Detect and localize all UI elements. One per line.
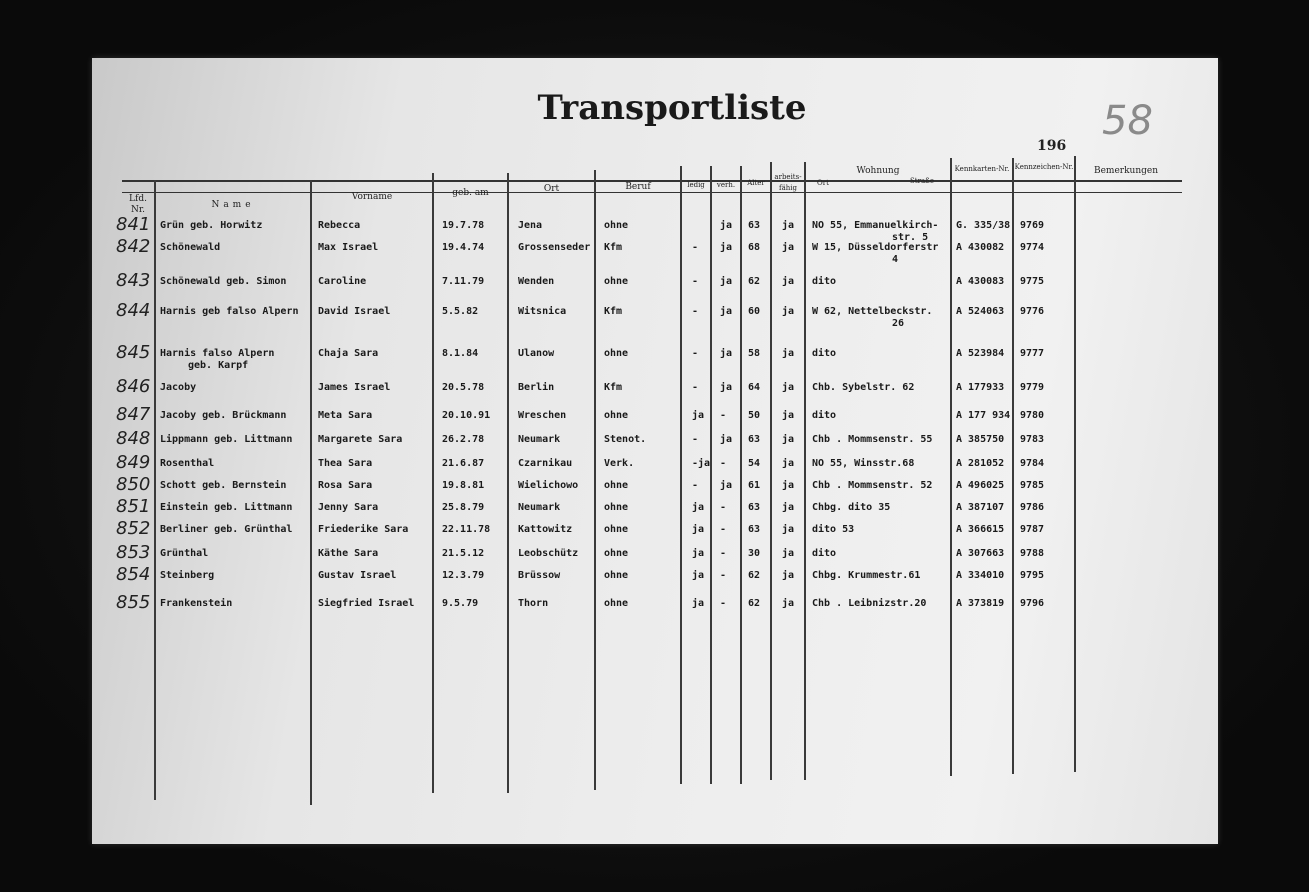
row-lfd: 841	[116, 214, 151, 235]
row-alter: 60	[748, 306, 761, 317]
row-beruf: ohne	[604, 548, 629, 559]
row-alter: 63	[748, 220, 761, 231]
row-kenn: A 177933	[956, 382, 1005, 393]
row-arb: ja	[782, 410, 795, 421]
row-arb: ja	[782, 434, 795, 445]
header-arbeitsfaehig: arbeits-fähig	[774, 173, 802, 192]
row-geb: 19.4.74	[442, 242, 485, 253]
row-beruf: ohne	[604, 410, 629, 421]
row-lfd: 852	[116, 518, 151, 539]
row-wohnung-line2: str. 5	[892, 232, 929, 243]
row-ort: Grossenseder	[518, 242, 591, 253]
row-vorname: Gustav Israel	[318, 570, 397, 581]
row-geb: 19.8.81	[442, 480, 485, 491]
row-beruf: ohne	[604, 480, 629, 491]
row-alter: 62	[748, 570, 761, 581]
column-rule	[154, 180, 156, 800]
header-name: Name	[211, 200, 255, 210]
row-verh: ja	[720, 306, 733, 317]
row-vorname: Chaja Sara	[318, 348, 379, 359]
row-vorname: Siegfried Israel	[318, 598, 415, 609]
column-rule	[594, 170, 596, 790]
row-ledig: ja	[692, 598, 705, 609]
row-ledig: ja	[692, 524, 705, 535]
row-beruf: ohne	[604, 502, 629, 513]
row-kz: 9779	[1020, 382, 1045, 393]
row-beruf: Kfm	[604, 306, 623, 317]
row-lfd: 853	[116, 542, 151, 563]
header-wohnung: Wohnung	[856, 166, 900, 176]
row-lfd: 845	[116, 342, 151, 363]
row-ort: Wielichowo	[518, 480, 579, 491]
row-ort: Jena	[518, 220, 543, 231]
row-vorname: Jenny Sara	[318, 502, 379, 513]
row-ledig: -	[692, 434, 699, 445]
column-rule	[804, 162, 806, 780]
header-lfd-nr: Lfd. Nr.	[129, 194, 147, 215]
row-kz: 9776	[1020, 306, 1045, 317]
row-lfd: 850	[116, 474, 151, 495]
row-geb: 5.5.82	[442, 306, 479, 317]
row-verh: ja	[720, 348, 733, 359]
row-kenn: A 373819	[956, 598, 1005, 609]
row-name: Schönewald	[160, 242, 221, 253]
row-vorname: Margarete Sara	[318, 434, 403, 445]
document-page	[92, 58, 1218, 844]
row-lfd: 846	[116, 376, 151, 397]
row-beruf: ohne	[604, 598, 629, 609]
row-beruf: ohne	[604, 220, 629, 231]
row-verh: ja	[720, 434, 733, 445]
row-kz: 9775	[1020, 276, 1045, 287]
row-verh: ja	[720, 480, 733, 491]
row-alter: 54	[748, 458, 761, 469]
row-name: Steinberg	[160, 570, 215, 581]
row-verh: -	[720, 548, 727, 559]
row-ort: Brüssow	[518, 570, 561, 581]
row-kz: 9777	[1020, 348, 1045, 359]
row-kz: 9784	[1020, 458, 1045, 469]
row-ort: Wreschen	[518, 410, 567, 421]
row-arb: ja	[782, 548, 795, 559]
row-geb: 26.2.78	[442, 434, 485, 445]
row-verh: ja	[720, 220, 733, 231]
row-wohnung: dito 53	[812, 524, 855, 535]
row-beruf: Kfm	[604, 382, 623, 393]
header-ledig: ledig	[687, 181, 705, 189]
row-lfd: 849	[116, 452, 151, 473]
row-kenn: A 177 934	[956, 410, 1011, 421]
row-alter: 61	[748, 480, 761, 491]
row-arb: ja	[782, 598, 795, 609]
column-rule	[770, 162, 772, 780]
row-wohnung: dito	[812, 348, 837, 359]
handwritten-number: 58	[1102, 98, 1153, 144]
row-kenn: A 430083	[956, 276, 1005, 287]
row-alter: 64	[748, 382, 761, 393]
row-alter: 68	[748, 242, 761, 253]
row-kenn: A 496025	[956, 480, 1005, 491]
row-name: Berliner geb. Grünthal	[160, 524, 293, 535]
row-lfd: 842	[116, 236, 151, 257]
row-kenn: G. 335/38	[956, 220, 1011, 231]
row-kz: 9785	[1020, 480, 1045, 491]
row-vorname: Thea Sara	[318, 458, 373, 469]
row-kz: 9783	[1020, 434, 1045, 445]
row-arb: ja	[782, 570, 795, 581]
row-arb: ja	[782, 524, 795, 535]
row-wohnung: Chb . Leibnizstr.20	[812, 598, 927, 609]
row-wohnung: dito	[812, 410, 837, 421]
row-ort: Berlin	[518, 382, 555, 393]
row-vorname: Rosa Sara	[318, 480, 373, 491]
row-verh: -	[720, 524, 727, 535]
row-name: Einstein geb. Littmann	[160, 502, 293, 513]
row-wohnung: W 62, Nettelbeckstr.	[812, 306, 933, 317]
row-ledig: ja	[692, 502, 705, 513]
row-lfd: 848	[116, 428, 151, 449]
column-rule	[432, 173, 434, 793]
row-arb: ja	[782, 242, 795, 253]
row-geb: 25.8.79	[442, 502, 485, 513]
row-kenn: A 307663	[956, 548, 1005, 559]
header-verh: verh.	[716, 181, 736, 189]
row-kenn: A 366615	[956, 524, 1005, 535]
row-kz: 9795	[1020, 570, 1045, 581]
row-alter: 50	[748, 410, 761, 421]
row-lfd: 851	[116, 496, 151, 517]
row-wohnung: Chb. Sybelstr. 62	[812, 382, 915, 393]
row-geb: 8.1.84	[442, 348, 479, 359]
column-rule	[710, 166, 712, 784]
row-kz: 9787	[1020, 524, 1045, 535]
row-ledig: -	[692, 348, 699, 359]
row-kz: 9788	[1020, 548, 1045, 559]
row-kz: 9796	[1020, 598, 1045, 609]
row-ledig: -ja	[692, 458, 711, 469]
row-name: Schönewald geb. Simon	[160, 276, 287, 287]
row-verh: -	[720, 410, 727, 421]
row-name: Lippmann geb. Littmann	[160, 434, 293, 445]
document-title: Transportliste	[537, 88, 807, 128]
row-beruf: Stenot.	[604, 434, 647, 445]
row-alter: 62	[748, 276, 761, 287]
row-arb: ja	[782, 306, 795, 317]
row-ledig: -	[692, 276, 699, 287]
row-ort: Wenden	[518, 276, 555, 287]
row-vorname: Käthe Sara	[318, 548, 379, 559]
row-ort: Neumark	[518, 434, 561, 445]
row-arb: ja	[782, 480, 795, 491]
row-alter: 62	[748, 598, 761, 609]
column-rule	[950, 158, 952, 776]
row-wohnung: W 15, Düsseldorferstr	[812, 242, 939, 253]
header-beruf: Beruf	[625, 182, 651, 192]
row-name: Frankenstein	[160, 598, 233, 609]
header-alter: Alter	[747, 179, 765, 187]
row-alter: 63	[748, 434, 761, 445]
header-kennzeichen: Kennzeichen-Nr.	[1014, 163, 1074, 171]
row-verh: ja	[720, 276, 733, 287]
column-rule	[507, 173, 509, 793]
row-arb: ja	[782, 502, 795, 513]
row-name: Jacoby	[160, 382, 197, 393]
row-ort: Ulanow	[518, 348, 555, 359]
row-name-line2: geb. Karpf	[188, 360, 249, 371]
row-kenn: A 430082	[956, 242, 1005, 253]
row-kz: 9780	[1020, 410, 1045, 421]
header-kennkarten: Kennkarten-Nr.	[954, 165, 1010, 173]
row-wohnung: Chb . Mommsenstr. 52	[812, 480, 933, 491]
row-arb: ja	[782, 382, 795, 393]
row-geb: 7.11.79	[442, 276, 485, 287]
row-geb: 21.6.87	[442, 458, 485, 469]
column-rule	[1074, 156, 1076, 772]
row-kenn: A 523984	[956, 348, 1005, 359]
row-beruf: ohne	[604, 524, 629, 535]
row-wohnung-line2: 4	[892, 254, 899, 265]
row-geb: 19.7.78	[442, 220, 485, 231]
row-vorname: Meta Sara	[318, 410, 373, 421]
row-ort: Czarnikau	[518, 458, 573, 469]
header-geb-am: geb. am	[452, 188, 489, 198]
row-ledig: ja	[692, 410, 705, 421]
row-wohnung: NO 55, Winsstr.68	[812, 458, 915, 469]
row-name: Schott geb. Bernstein	[160, 480, 287, 491]
row-verh: -	[720, 502, 727, 513]
row-verh: ja	[720, 382, 733, 393]
row-wohnung: dito	[812, 548, 837, 559]
row-vorname: Max Israel	[318, 242, 379, 253]
row-geb: 22.11.78	[442, 524, 491, 535]
row-ort: Leobschütz	[518, 548, 579, 559]
row-geb: 12.3.79	[442, 570, 485, 581]
row-ledig: -	[692, 382, 699, 393]
row-geb: 20.10.91	[442, 410, 491, 421]
row-arb: ja	[782, 348, 795, 359]
row-kz: 9774	[1020, 242, 1045, 253]
row-wohnung: Chbg. Krummestr.61	[812, 570, 921, 581]
row-vorname: Caroline	[318, 276, 367, 287]
row-beruf: ohne	[604, 276, 629, 287]
row-verh: ja	[720, 242, 733, 253]
row-lfd: 855	[116, 592, 151, 613]
row-kz: 9786	[1020, 502, 1045, 513]
row-kz: 9769	[1020, 220, 1045, 231]
header-vorname: Vorname	[351, 192, 393, 202]
row-ledig: -	[692, 306, 699, 317]
row-name: Jacoby geb. Brückmann	[160, 410, 287, 421]
row-lfd: 854	[116, 564, 151, 585]
row-geb: 20.5.78	[442, 382, 485, 393]
row-kenn: A 387107	[956, 502, 1005, 513]
row-ort: Witsnica	[518, 306, 567, 317]
row-alter: 58	[748, 348, 761, 359]
row-kenn: A 385750	[956, 434, 1005, 445]
row-arb: ja	[782, 220, 795, 231]
row-ort: Thorn	[518, 598, 549, 609]
row-name: Grünthal	[160, 548, 209, 559]
page-number: 196	[1037, 138, 1067, 154]
row-ledig: ja	[692, 548, 705, 559]
row-name: Harnis falso Alpern	[160, 348, 275, 359]
row-alter: 63	[748, 502, 761, 513]
row-geb: 9.5.79	[442, 598, 479, 609]
row-ort: Kattowitz	[518, 524, 573, 535]
row-beruf: ohne	[604, 348, 629, 359]
row-name: Grün geb. Horwitz	[160, 220, 263, 231]
row-vorname: Friederike Sara	[318, 524, 409, 535]
column-rule	[740, 166, 742, 784]
row-lfd: 844	[116, 300, 151, 321]
header-wohnung-ort: Ort	[817, 179, 829, 187]
row-kenn: A 281052	[956, 458, 1005, 469]
row-arb: ja	[782, 458, 795, 469]
row-ledig: ja	[692, 570, 705, 581]
row-vorname: David Israel	[318, 306, 391, 317]
row-verh: -	[720, 570, 727, 581]
row-kenn: A 334010	[956, 570, 1005, 581]
row-kenn: A 524063	[956, 306, 1005, 317]
row-wohnung: NO 55, Emmanuelkirch-	[812, 220, 939, 231]
row-alter: 63	[748, 524, 761, 535]
row-geb: 21.5.12	[442, 548, 485, 559]
row-verh: -	[720, 458, 727, 469]
row-beruf: ohne	[604, 570, 629, 581]
row-arb: ja	[782, 276, 795, 287]
header-ort: Ort	[543, 184, 560, 194]
column-rule	[680, 166, 682, 784]
header-bemerkungen: Bemerkungen	[1093, 166, 1159, 176]
row-alter: 30	[748, 548, 761, 559]
row-lfd: 847	[116, 404, 151, 425]
row-wohnung-line2: 26	[892, 318, 905, 329]
row-ledig: -	[692, 242, 699, 253]
row-wohnung: dito	[812, 276, 837, 287]
row-lfd: 843	[116, 270, 151, 291]
column-rule	[310, 180, 312, 805]
row-wohnung: Chb . Mommsenstr. 55	[812, 434, 933, 445]
row-ledig: -	[692, 480, 699, 491]
row-vorname: James Israel	[318, 382, 391, 393]
row-vorname: Rebecca	[318, 220, 361, 231]
row-name: Rosenthal	[160, 458, 215, 469]
row-verh: -	[720, 598, 727, 609]
column-rule	[1012, 158, 1014, 774]
row-beruf: Verk.	[604, 458, 635, 469]
row-ort: Neumark	[518, 502, 561, 513]
row-wohnung: Chbg. dito 35	[812, 502, 891, 513]
header-wohnung-strasse: Straße	[910, 177, 934, 185]
row-name: Harnis geb falso Alpern	[160, 306, 299, 317]
row-beruf: Kfm	[604, 242, 623, 253]
